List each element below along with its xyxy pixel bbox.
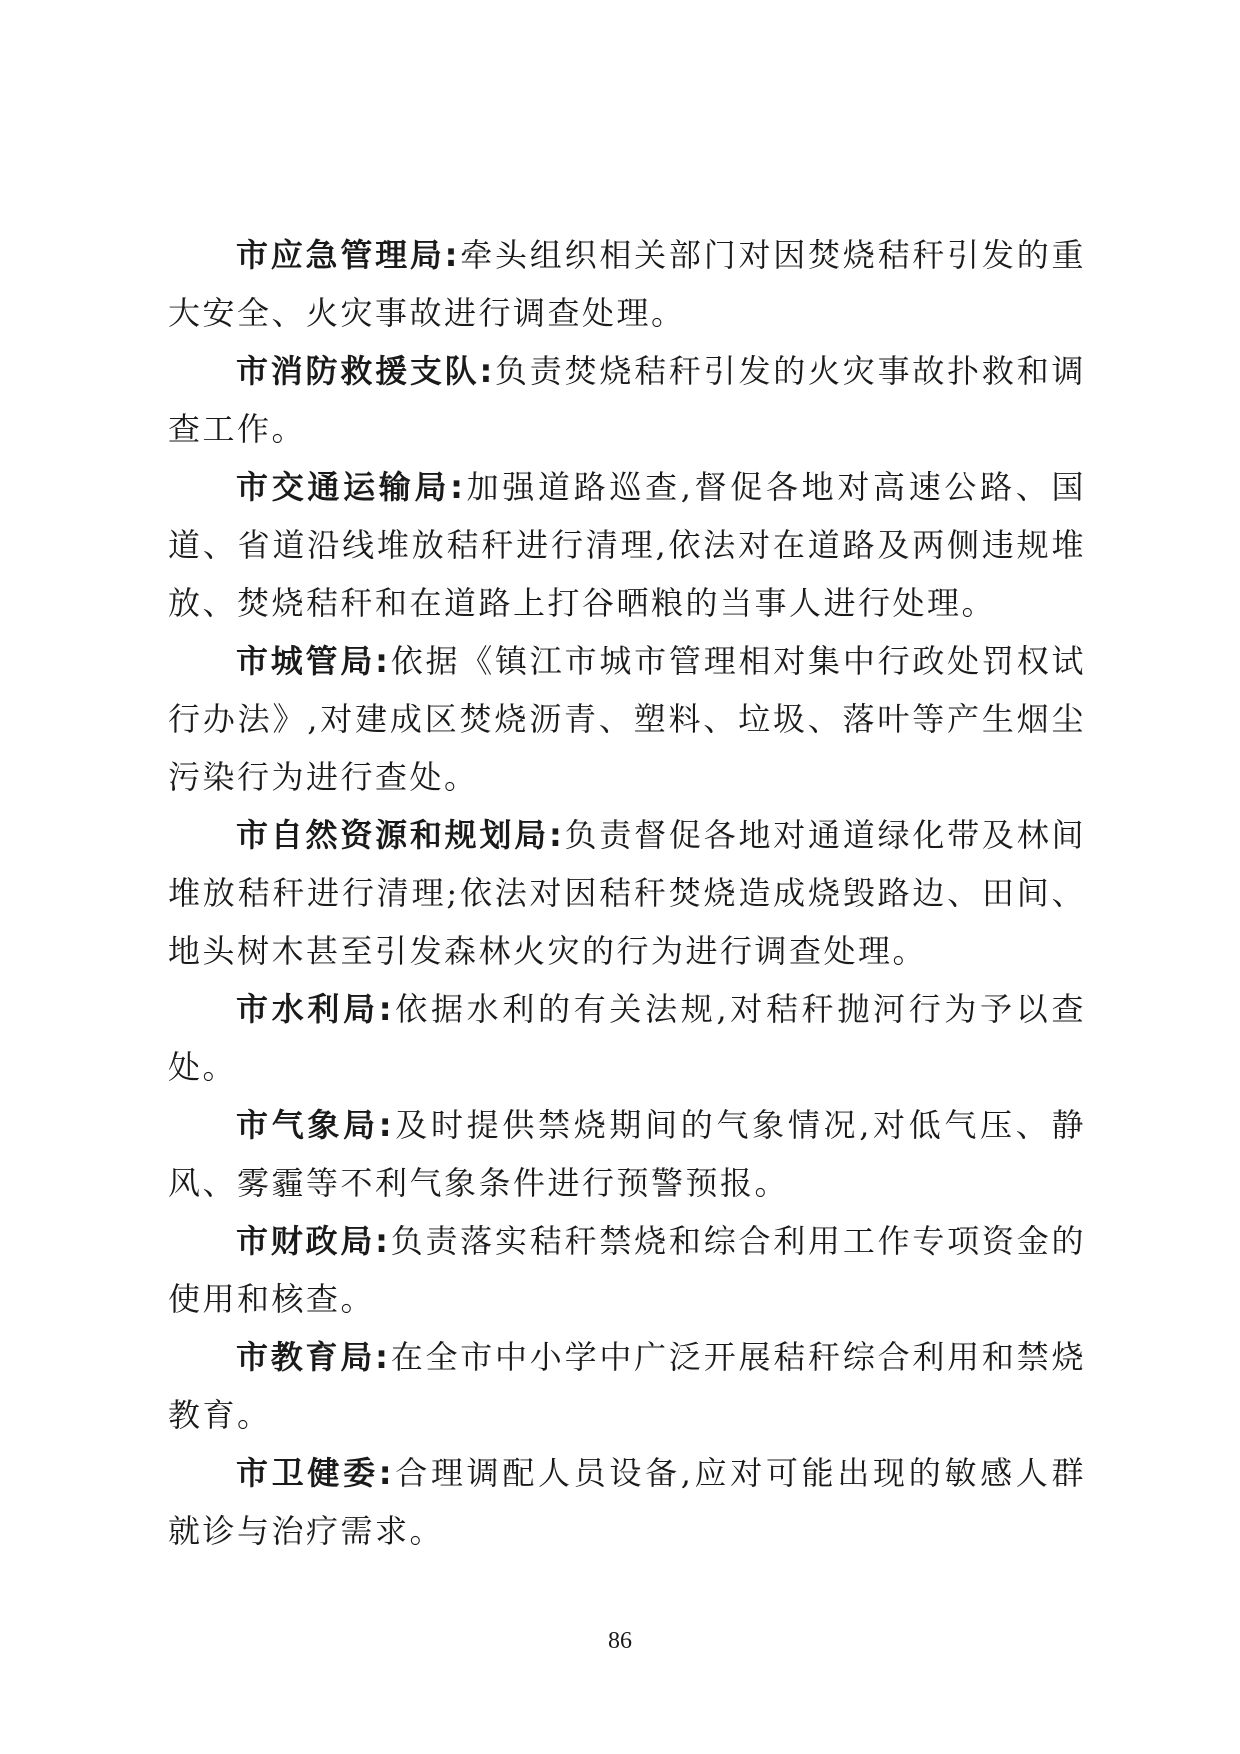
paragraph-finance <box>168 1212 1086 1328</box>
page-number: 86 <box>608 1628 632 1654</box>
paragraph-text: 依据《镇江市城市管理相对集中行政处罚权试行办法》,对建成区焚烧沥青、塑料、垃圾、落叶等产生烟尘污染行为进行查处。 <box>168 642 1086 796</box>
separator: : <box>375 642 391 680</box>
separator: : <box>378 1106 395 1144</box>
paragraph-text: 加强道路巡查,督促各地对高速公路、国道、省道沿线堆放秸秆进行清理,依法对在道路及两侧违规堆放、焚烧秸秆和在道路上打谷晒粮的当事人进行处理。 <box>168 468 1086 622</box>
separator: : <box>444 236 460 274</box>
department-name: 市交通运输局 <box>236 468 451 506</box>
paragraph-text: 及时提供禁烧期间的气象情况,对低气压、静风、雾霾等不利气象条件进行预警预报。 <box>168 1106 1086 1202</box>
department-name: 市自然资源和规划局 <box>236 816 550 854</box>
paragraph-fire-rescue <box>168 342 1086 458</box>
paragraph-text: 合理调配人员设备,应对可能出现的敏感人群就诊与治疗需求。 <box>168 1454 1086 1550</box>
separator: : <box>378 990 395 1028</box>
paragraph-text: 牵头组织相关部门对因焚烧秸秆引发的重大安全、火灾事故进行调查处理。 <box>168 236 1086 332</box>
department-name: 市消防救援支队 <box>236 352 480 390</box>
department-name: 市教育局 <box>236 1338 376 1376</box>
paragraph-water-resources <box>168 980 1086 1096</box>
department-name: 市应急管理局 <box>236 236 445 274</box>
separator: : <box>378 1454 395 1492</box>
paragraph-text: 依据水利的有关法规,对秸秆抛河行为予以查处。 <box>168 990 1086 1086</box>
department-name: 市城管局 <box>236 642 376 680</box>
department-name: 市卫健委 <box>236 1454 379 1492</box>
paragraph-text: 负责督促各地对通道绿化带及林间堆放秸秆进行清理;依法对因秸秆焚烧造成烧毁路边、田间、地头树木甚至引发森林火灾的行为进行调查处理。 <box>168 816 1086 970</box>
paragraph-urban-management <box>168 632 1086 806</box>
paragraph-emergency-management <box>168 226 1086 342</box>
paragraph-health <box>168 1444 1086 1560</box>
separator: : <box>375 1338 391 1376</box>
paragraph-text: 负责焚烧秸秆引发的火灾事故扑救和调查工作。 <box>168 352 1086 448</box>
document-body <box>168 226 1086 1560</box>
paragraph-education <box>168 1328 1086 1444</box>
separator: : <box>479 352 495 390</box>
department-name: 市水利局 <box>236 990 379 1028</box>
separator: : <box>375 1222 391 1260</box>
department-name: 市财政局 <box>236 1222 376 1260</box>
department-name: 市气象局 <box>236 1106 379 1144</box>
paragraph-text: 负责落实秸秆禁烧和综合利用工作专项资金的使用和核查。 <box>168 1222 1086 1318</box>
paragraph-meteorology <box>168 1096 1086 1212</box>
paragraph-text: 在全市中小学中广泛开展秸秆综合利用和禁烧教育。 <box>168 1338 1086 1434</box>
separator: : <box>549 816 565 854</box>
separator: : <box>450 468 466 506</box>
paragraph-transport <box>168 458 1086 632</box>
paragraph-natural-resources <box>168 806 1086 980</box>
